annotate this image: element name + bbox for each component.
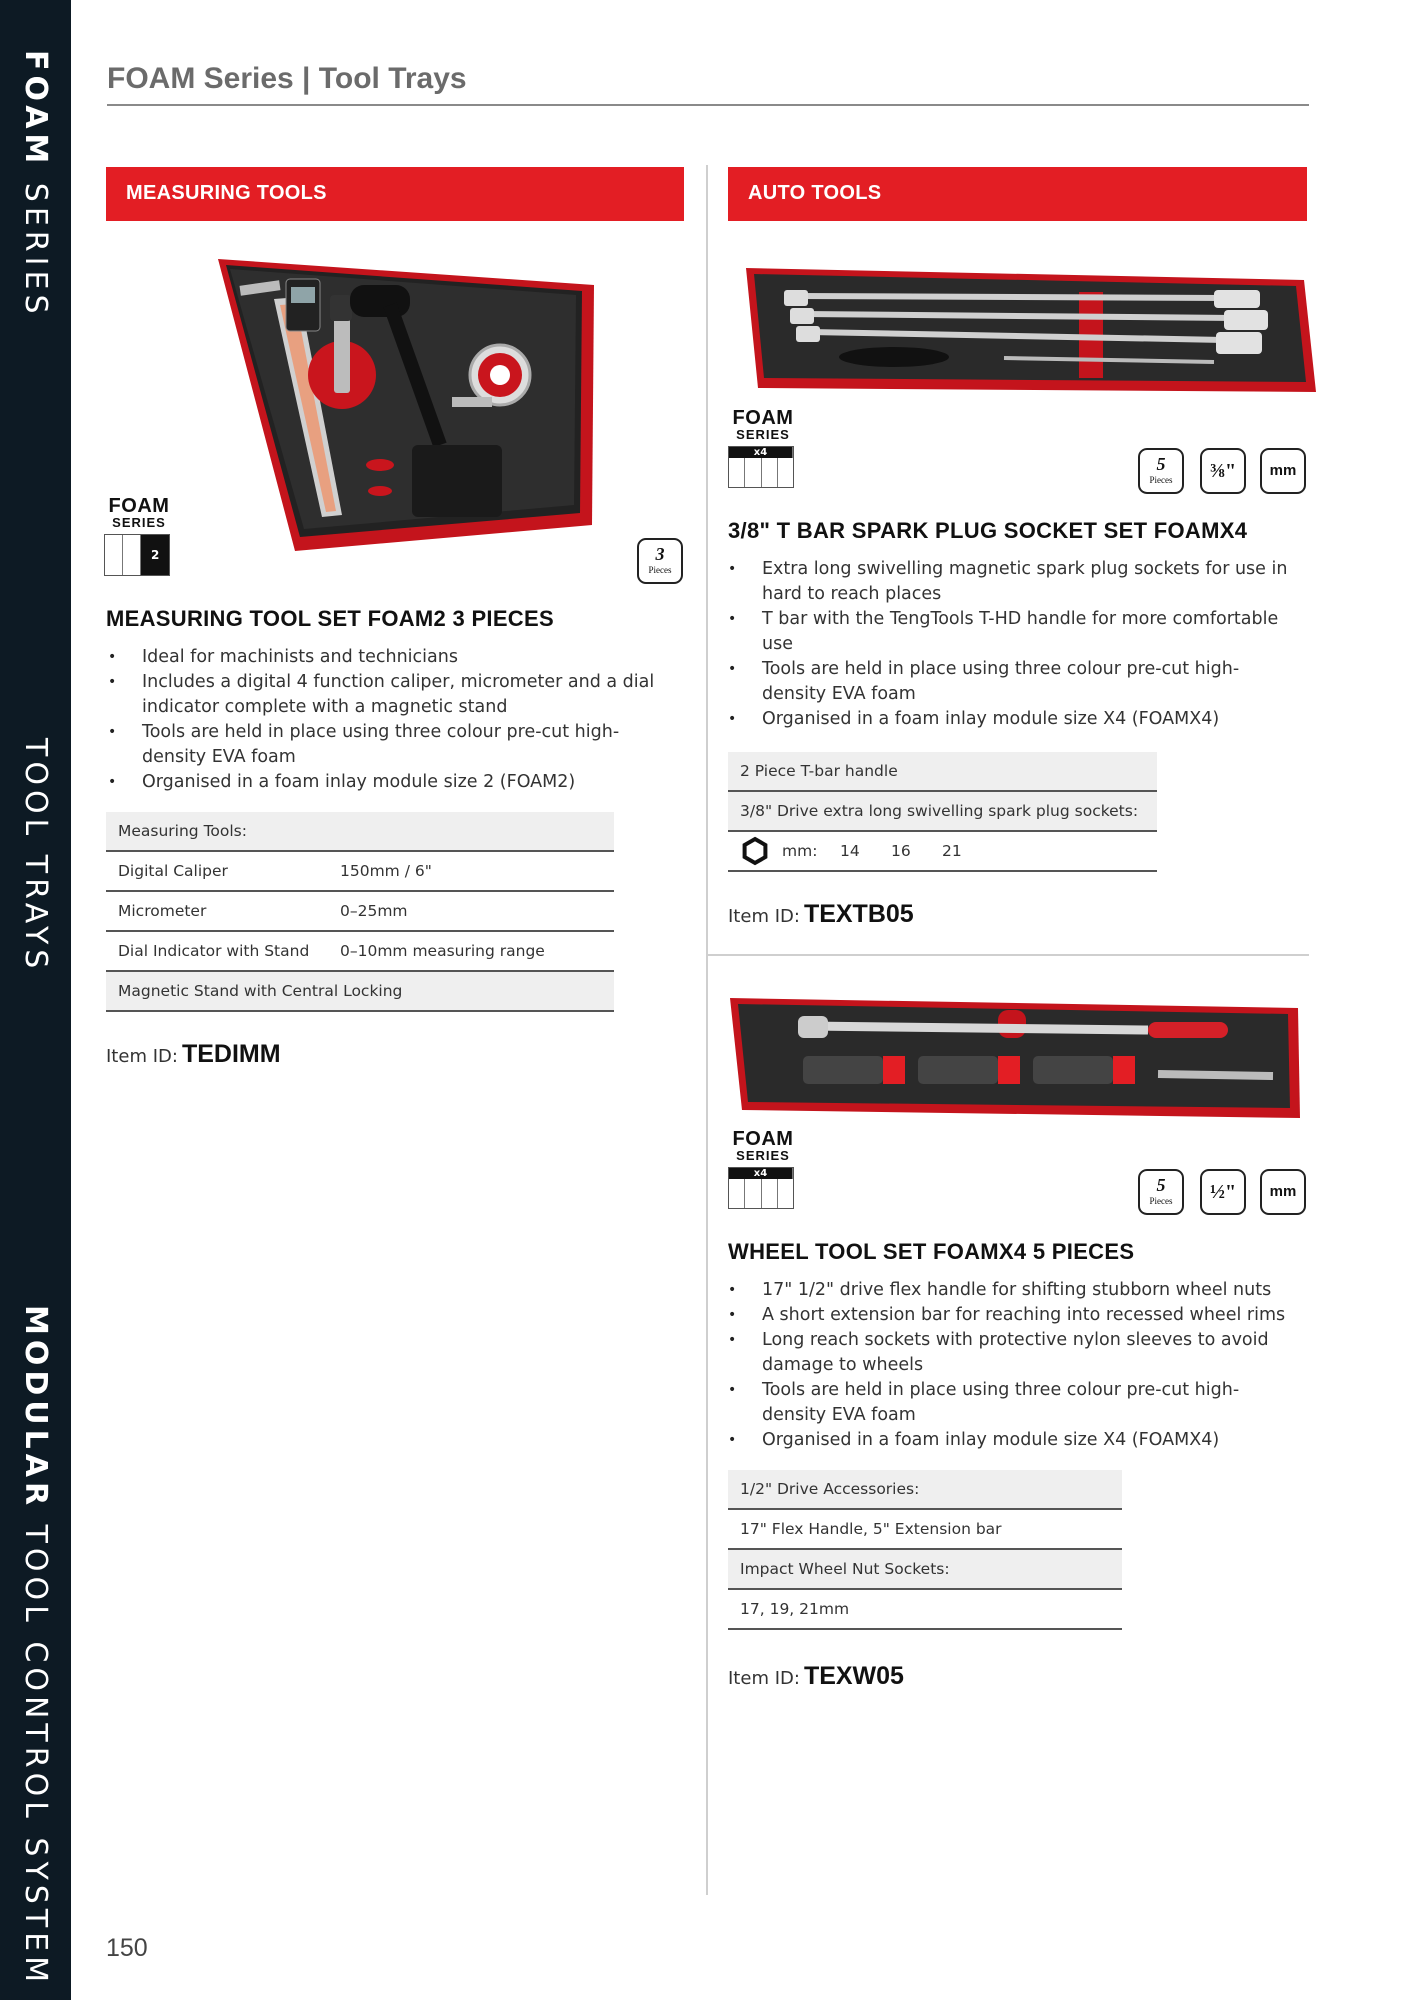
measuring-tool-tray-image — [200, 255, 600, 555]
item-id-wheel: Item ID: TEXW05 — [728, 1662, 904, 1690]
spec-table-wheel — [728, 1470, 1122, 1630]
drive-size-badge: ⅜" — [1200, 448, 1246, 494]
foamx4-logo — [728, 408, 798, 488]
table-row: Micrometer 0–25mm — [106, 892, 614, 932]
table-row: 17, 19, 21mm — [728, 1590, 1122, 1630]
drive-size-badge: ½" — [1200, 1169, 1246, 1215]
feature-item: • Organised in a foam inlay module size 2 (FOAM2) — [108, 770, 678, 795]
hex-socket-icon — [740, 836, 770, 866]
wheel-tool-tray-image — [728, 994, 1304, 1118]
table-row: mm: 14 16 21 — [728, 832, 1157, 872]
foam-size-label: x4 — [729, 1168, 793, 1179]
section-bar-auto-tools: AUTO TOOLS — [728, 167, 1307, 221]
feature-item: • Organised in a foam inlay module size X4 (FOAMX4) — [728, 707, 1300, 732]
feature-item: • Includes a digital 4 function caliper, micrometer and a dial indicator complete with a magnetic stand — [108, 670, 678, 720]
pieces-badge: 3 Pieces — [637, 538, 683, 584]
pieces-badge: 5 Pieces — [1138, 1169, 1184, 1215]
page-number: 150 — [106, 1934, 148, 1962]
product-features-spark-plug — [728, 557, 1300, 732]
feature-item: • Tools are held in place using three colour pre-cut high-density EVA foam — [728, 657, 1300, 707]
sidebar-label-modular: MODULAR TOOL CONTROL SYSTEM — [18, 1305, 53, 1988]
product-title-wheel: WHEEL TOOL SET FOAMX4 5 PIECES — [728, 1239, 1135, 1264]
table-row: 3/8" Drive extra long swivelling spark plug sockets: — [728, 792, 1157, 832]
feature-item: • A short extension bar for reaching into recessed wheel rims — [728, 1303, 1300, 1328]
pieces-badge: 5 Pieces — [1138, 448, 1184, 494]
section-bar-measuring-tools: MEASURING TOOLS — [106, 167, 684, 221]
feature-item: • Organised in a foam inlay module size X4 (FOAMX4) — [728, 1428, 1300, 1453]
spec-table-spark-plug — [728, 752, 1157, 872]
table-row: 17" Flex Handle, 5" Extension bar — [728, 1510, 1122, 1550]
feature-item: • T bar with the TengTools T-HD handle for more comfortable use — [728, 607, 1300, 657]
item-id-spark-plug: Item ID: TEXTB05 — [728, 900, 914, 928]
table-row: 2 Piece T-bar handle — [728, 752, 1157, 792]
metric-badge: mm — [1260, 448, 1306, 494]
product-features-measuring — [108, 645, 678, 795]
sidebar-label-foam-series: FOAM SERIES — [18, 50, 53, 319]
page-title: FOAM Series | Tool Trays — [107, 62, 467, 95]
foam-size-grid — [728, 1167, 794, 1209]
foam-logo-word: FOAM — [732, 1128, 794, 1150]
foam-logo-word: FOAM — [732, 407, 794, 429]
feature-item: • 17" 1/2" drive flex handle for shifting stubborn wheel nuts — [728, 1278, 1300, 1303]
spec-table-measuring — [106, 812, 614, 1012]
table-row: Dial Indicator with Stand 0–10mm measuring range — [106, 932, 614, 972]
table-row: Impact Wheel Nut Sockets: — [728, 1550, 1122, 1590]
spark-plug-tray-image — [744, 262, 1318, 394]
foam-logo-series: SERIES — [736, 427, 790, 442]
product-title-spark-plug: 3/8" T BAR SPARK PLUG SOCKET SET FOAMX4 — [728, 518, 1248, 543]
feature-item: • Tools are held in place using three colour pre-cut high-density EVA foam — [108, 720, 678, 770]
foam-logo-series: SERIES — [112, 515, 166, 530]
foam-size-grid — [104, 534, 170, 576]
feature-item: • Ideal for machinists and technicians — [108, 645, 678, 670]
table-row: Digital Caliper 150mm / 6" — [106, 852, 614, 892]
foam-size-label: 2 — [141, 535, 169, 575]
title-divider — [107, 104, 1309, 106]
sidebar — [0, 0, 71, 2000]
foam-logo-series: SERIES — [736, 1148, 790, 1163]
feature-item: • Long reach sockets with protective nylon sleeves to avoid damage to wheels — [728, 1328, 1300, 1378]
product-title-measuring: MEASURING TOOL SET FOAM2 3 PIECES — [106, 606, 554, 631]
table-row: 1/2" Drive Accessories: — [728, 1470, 1122, 1510]
item-id-measuring: Item ID: TEDIMM — [106, 1040, 281, 1068]
feature-item: • Extra long swivelling magnetic spark plug sockets for use in hard to reach places — [728, 557, 1300, 607]
foamx4-logo — [728, 1129, 798, 1209]
metric-badge: mm — [1260, 1169, 1306, 1215]
table-row: Magnetic Stand with Central Locking — [106, 972, 614, 1012]
foam-size-label: x4 — [729, 447, 793, 458]
foam-logo-word: FOAM — [108, 495, 170, 517]
section-divider — [706, 954, 1309, 956]
sidebar-label-tool-trays: TOOL TRAYS — [18, 738, 53, 974]
foam2-logo — [104, 496, 174, 576]
feature-item: • Tools are held in place using three colour pre-cut high-density EVA foam — [728, 1378, 1300, 1428]
column-divider — [706, 165, 708, 1895]
product-features-wheel — [728, 1278, 1300, 1453]
spec-table-header: Measuring Tools: — [106, 812, 614, 852]
foam-size-grid — [728, 446, 794, 488]
